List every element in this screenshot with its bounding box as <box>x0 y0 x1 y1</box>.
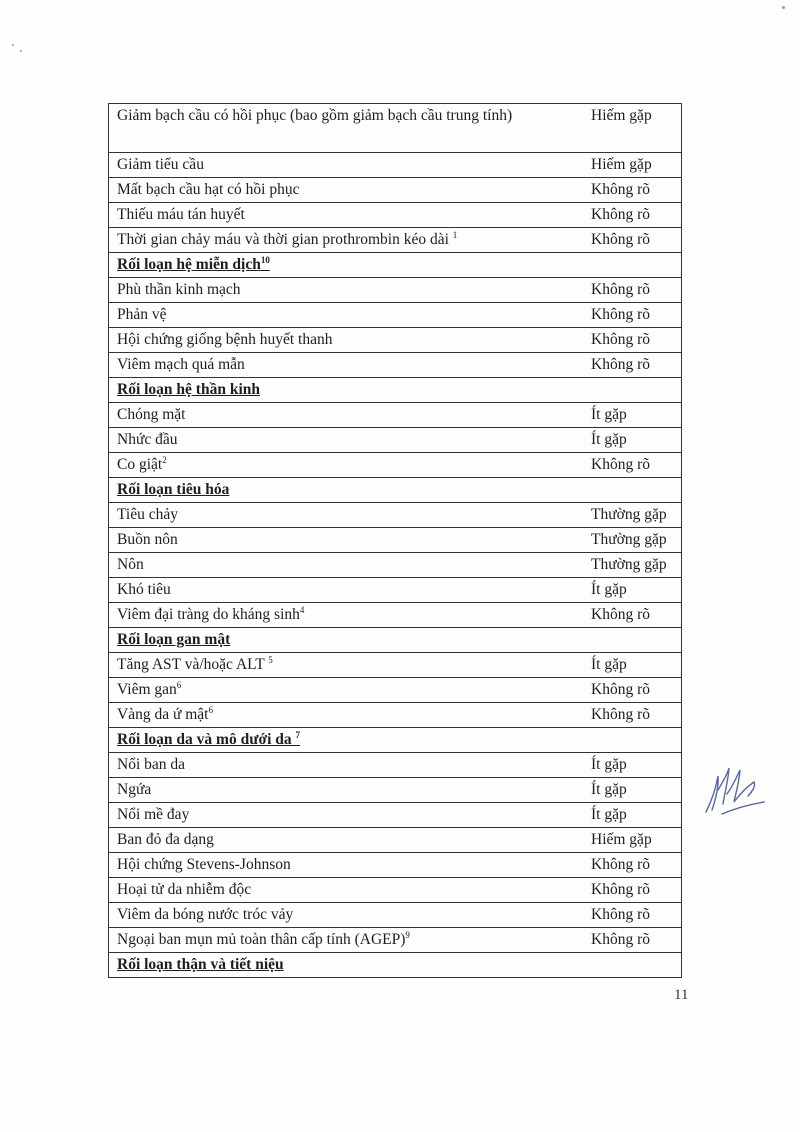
frequency: Ít gặp <box>575 803 682 828</box>
reaction-term <box>109 778 576 803</box>
frequency: Thường gặp <box>575 553 682 578</box>
reaction-term <box>109 828 576 853</box>
frequency: Không rõ <box>575 203 682 228</box>
frequency: Không rõ <box>575 178 682 203</box>
frequency: Không rõ <box>575 228 682 253</box>
section-header-row <box>109 478 682 503</box>
reaction-term <box>109 503 576 528</box>
reaction-term <box>109 153 576 178</box>
frequency: Không rõ <box>575 353 682 378</box>
table-row <box>109 903 682 928</box>
term-text: Phản vệ <box>117 306 167 323</box>
table-row <box>109 203 682 228</box>
table-row <box>109 828 682 853</box>
footnote-ref: 6 <box>208 704 213 715</box>
term-text: Vàng da ứ mật <box>117 706 209 723</box>
table-row <box>109 428 682 453</box>
reaction-term <box>109 528 576 553</box>
frequency <box>575 628 682 653</box>
footnote-ref: 5 <box>268 654 273 665</box>
footnote-ref: 1 <box>452 229 458 240</box>
frequency: Ít gặp <box>575 753 682 778</box>
reaction-term <box>109 178 576 203</box>
section-title <box>109 953 576 978</box>
table-row <box>109 178 682 203</box>
section-title <box>109 378 576 403</box>
reaction-term <box>109 903 576 928</box>
frequency: Không rõ <box>575 903 682 928</box>
reaction-term <box>109 803 576 828</box>
reaction-term <box>109 678 576 703</box>
reaction-term <box>109 328 576 353</box>
term-text: Viêm đại tràng do kháng sinh <box>117 606 300 623</box>
term-text: Thiếu máu tán huyết <box>117 206 245 223</box>
term-text: Rối loạn hệ miễn dịch <box>117 256 261 273</box>
table-row <box>109 303 682 328</box>
term-text: Nổi mề đay <box>117 806 190 823</box>
term-text: Khó tiêu <box>117 581 171 598</box>
table-row <box>109 753 682 778</box>
table-row <box>109 703 682 728</box>
term-text: Nôn <box>117 556 144 573</box>
reaction-term <box>109 228 576 253</box>
frequency <box>575 953 682 978</box>
footnote-ref: 4 <box>299 604 305 615</box>
frequency: Ít gặp <box>575 653 682 678</box>
term-text: Hội chứng giống bệnh huyết thanh <box>117 331 333 348</box>
frequency <box>575 728 682 753</box>
scan-speck <box>782 6 785 9</box>
frequency: Không rõ <box>575 878 682 903</box>
frequency: Không rõ <box>575 928 682 953</box>
term-text: Rối loạn hệ thần kinh <box>117 381 260 398</box>
term-text: Chóng mặt <box>117 406 186 423</box>
table-row <box>109 528 682 553</box>
table-row <box>109 353 682 378</box>
term-text: Viêm gan <box>117 681 177 698</box>
table-row <box>109 853 682 878</box>
table-row <box>109 603 682 628</box>
reaction-term <box>109 303 576 328</box>
table-row <box>109 328 682 353</box>
scan-speck <box>12 44 14 46</box>
frequency: Ít gặp <box>575 778 682 803</box>
frequency: Không rõ <box>575 278 682 303</box>
frequency <box>575 253 682 278</box>
term-text: Giảm bạch cầu có hồi phục (bao gồm giảm bạch cầu trung tính) <box>117 107 513 124</box>
table-row <box>109 778 682 803</box>
frequency: Không rõ <box>575 303 682 328</box>
table-row <box>109 503 682 528</box>
reaction-term <box>109 578 576 603</box>
page-number: 11 <box>674 987 689 1003</box>
footnote-ref: 9 <box>405 929 410 940</box>
reaction-term <box>109 203 576 228</box>
reaction-term <box>109 703 576 728</box>
term-text: Tiêu chảy <box>117 506 178 523</box>
reaction-term <box>109 353 576 378</box>
reaction-term <box>109 278 576 303</box>
term-text: Rối loạn gan mật <box>117 631 231 648</box>
table-row <box>109 553 682 578</box>
term-text: Viêm da bóng nước tróc vảy <box>117 906 294 923</box>
reaction-term <box>109 853 576 878</box>
term-text: Tăng AST và/hoặc ALT <box>117 656 269 673</box>
reaction-term <box>109 603 576 628</box>
term-text: Viêm mạch quá mẫn <box>117 356 245 373</box>
section-title <box>109 728 576 753</box>
table-row <box>109 278 682 303</box>
frequency: Hiếm gặp <box>575 104 682 153</box>
table-row <box>109 228 682 253</box>
scan-speck <box>20 50 22 52</box>
term-text: Ngoại ban mụn mủ toàn thân cấp tính (AGEP) <box>117 931 406 948</box>
frequency <box>575 378 682 403</box>
frequency: Không rõ <box>575 328 682 353</box>
term-text: Rối loạn da và mô dưới da <box>117 731 296 748</box>
term-text: Hội chứng Stevens-Johnson <box>117 856 291 873</box>
table-row <box>109 153 682 178</box>
frequency: Ít gặp <box>575 403 682 428</box>
footnote-ref: 10 <box>260 254 270 265</box>
section-header-row <box>109 378 682 403</box>
reaction-term <box>109 403 576 428</box>
frequency: Hiếm gặp <box>575 828 682 853</box>
table-row <box>109 403 682 428</box>
table-row <box>109 928 682 953</box>
reaction-term <box>109 753 576 778</box>
term-text: Mất bạch cầu hạt có hồi phục <box>117 181 300 198</box>
section-header-row <box>109 953 682 978</box>
section-header-row <box>109 253 682 278</box>
term-text: Co giật <box>117 456 163 473</box>
term-text: Rối loạn thận và tiết niệu <box>117 956 284 973</box>
reaction-term <box>109 928 576 953</box>
term-text: Ban đỏ đa dạng <box>117 831 214 848</box>
section-title <box>109 628 576 653</box>
term-text: Nhức đầu <box>117 431 178 448</box>
term-text: Nổi ban da <box>117 756 186 773</box>
term-text: Phù thần kinh mạch <box>117 281 241 298</box>
term-text: Giảm tiểu cầu <box>117 156 204 173</box>
footnote-ref: 6 <box>176 679 182 690</box>
section-header-row <box>109 728 682 753</box>
section-title <box>109 253 576 278</box>
initials-signature <box>702 760 782 820</box>
footnote-ref: 7 <box>295 729 301 740</box>
frequency: Thường gặp <box>575 503 682 528</box>
table-row <box>109 678 682 703</box>
table-row <box>109 578 682 603</box>
frequency: Thường gặp <box>575 528 682 553</box>
table-row <box>109 653 682 678</box>
term-text: Ngứa <box>117 781 152 798</box>
reaction-term <box>109 878 576 903</box>
frequency: Ít gặp <box>575 428 682 453</box>
table-row <box>109 803 682 828</box>
table-body <box>109 104 682 978</box>
reaction-term <box>109 428 576 453</box>
term-text: Hoại tử da nhiễm độc <box>117 881 252 898</box>
section-title <box>109 478 576 503</box>
frequency: Ít gặp <box>575 578 682 603</box>
frequency: Không rõ <box>575 678 682 703</box>
frequency: Không rõ <box>575 703 682 728</box>
frequency <box>575 478 682 503</box>
frequency: Không rõ <box>575 853 682 878</box>
term-text: Buồn nôn <box>117 531 178 548</box>
table-row <box>109 878 682 903</box>
reaction-term <box>109 104 576 153</box>
term-text: Rối loạn tiêu hóa <box>117 481 230 498</box>
table-row <box>109 453 682 478</box>
table-row <box>109 104 682 153</box>
reaction-term <box>109 653 576 678</box>
section-header-row <box>109 628 682 653</box>
frequency: Hiếm gặp <box>575 153 682 178</box>
footnote-ref: 2 <box>162 454 167 465</box>
term-text: Thời gian chảy máu và thời gian prothrombin kéo dài <box>117 231 453 248</box>
adverse-reactions-table <box>108 103 682 978</box>
reaction-term <box>109 553 576 578</box>
frequency: Không rõ <box>575 453 682 478</box>
reaction-term <box>109 453 576 478</box>
frequency: Không rõ <box>575 603 682 628</box>
